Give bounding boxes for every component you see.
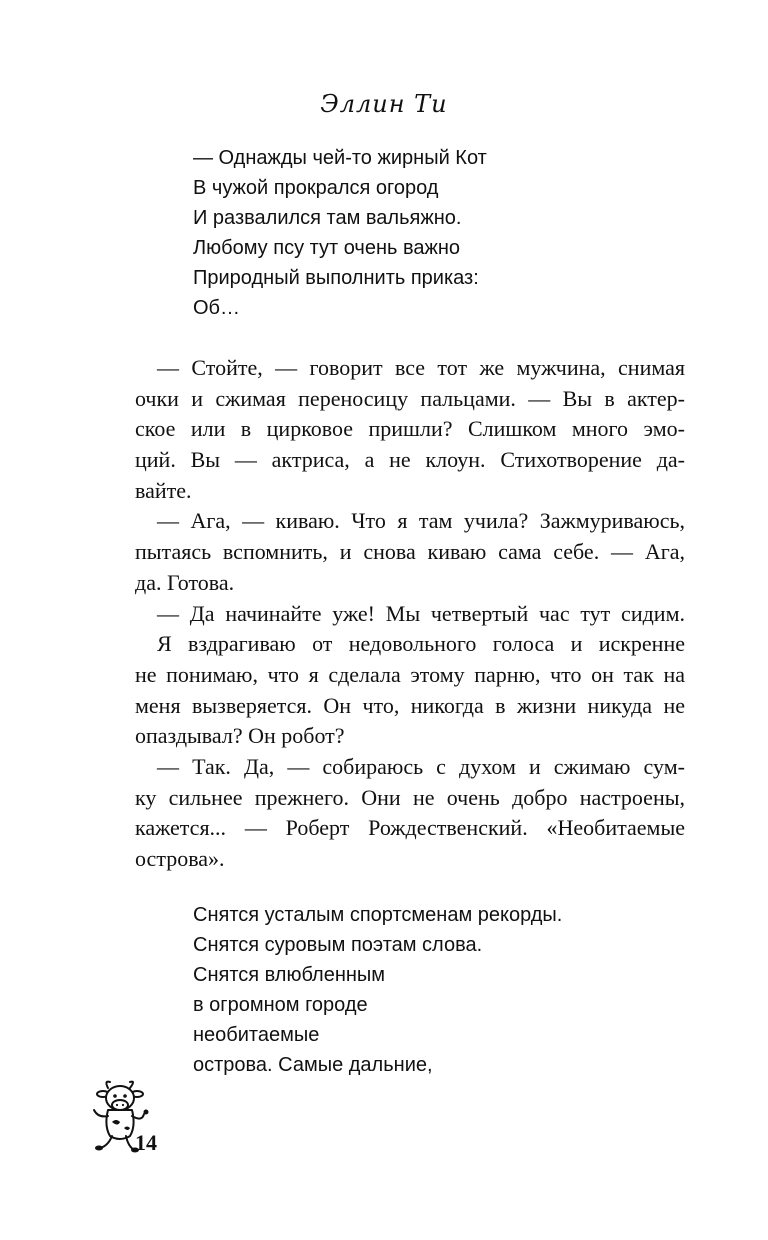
poem-stanza-1 bbox=[193, 143, 487, 323]
prose-line: пытаясь вспомнить, и снова киваю сама себе. — Ага, bbox=[135, 539, 685, 565]
prose-line: ку сильнее прежнего. Они не очень добро настроены, bbox=[135, 784, 685, 810]
prose-line: острова». bbox=[135, 846, 225, 871]
poem-line: И развалился там вальяжно. bbox=[193, 207, 462, 229]
prose-line: — Да начинайте уже! Мы четвертый час тут сидим. bbox=[157, 600, 685, 626]
prose-body bbox=[135, 353, 685, 875]
poem-line: Снятся усталым спортсменам рекорды. bbox=[193, 904, 563, 926]
prose-line: не понимаю, что я сделала этому парню, что он так на bbox=[135, 661, 685, 687]
poem-line: Снятся влюбленным bbox=[193, 964, 386, 986]
poem-line: острова. Самые дальние, bbox=[193, 1054, 433, 1076]
poem-line: Снятся суровым поэтам слова. bbox=[193, 934, 483, 956]
poem-line: — Однажды чей-то жирный Кот bbox=[193, 147, 487, 169]
prose-line: — Стойте, — говорит все тот же мужчина, снимая bbox=[157, 355, 685, 380]
running-head: Эллин Ти bbox=[320, 90, 448, 118]
prose-line: опаздывал? Он робот? bbox=[135, 723, 345, 749]
prose-line: вайте. bbox=[135, 477, 192, 503]
page-number: 14 bbox=[135, 1130, 157, 1155]
poem-line: необитаемые bbox=[193, 1024, 320, 1046]
prose-line: кажется... — Роберт Рождественский. «Необитаемые bbox=[135, 815, 685, 841]
prose-line: — Так. Да, — собираюсь с духом и сжимаю сум- bbox=[157, 753, 685, 779]
prose-line: ций. Вы — актриса, а не клоун. Стихотворение да- bbox=[135, 447, 685, 473]
prose-line: очки и сжимая переносицу пальцами. — Вы в актер- bbox=[135, 385, 685, 411]
prose-line: — Ага, — киваю. Что я там учила? Зажмуриваюсь, bbox=[157, 508, 685, 534]
prose-line: да. Готова. bbox=[135, 569, 235, 595]
poem-line: В чужой прокрался огород bbox=[193, 177, 439, 199]
poem-stanza-2 bbox=[193, 900, 562, 1080]
prose-line: меня вызверяется. Он что, никогда в жизни никуда не bbox=[135, 692, 685, 718]
prose-line: ское или в цирковое пришли? Слишком много эмо- bbox=[135, 416, 685, 442]
poem-line: в огромном городе bbox=[193, 994, 368, 1016]
poem-line: Об… bbox=[193, 297, 241, 319]
poem-line: Любому псу тут очень важно bbox=[193, 237, 461, 259]
poem-line: Природный выполнить приказ: bbox=[193, 267, 479, 289]
prose-line: Я вздрагиваю от недовольного голоса и искренне bbox=[157, 631, 685, 657]
